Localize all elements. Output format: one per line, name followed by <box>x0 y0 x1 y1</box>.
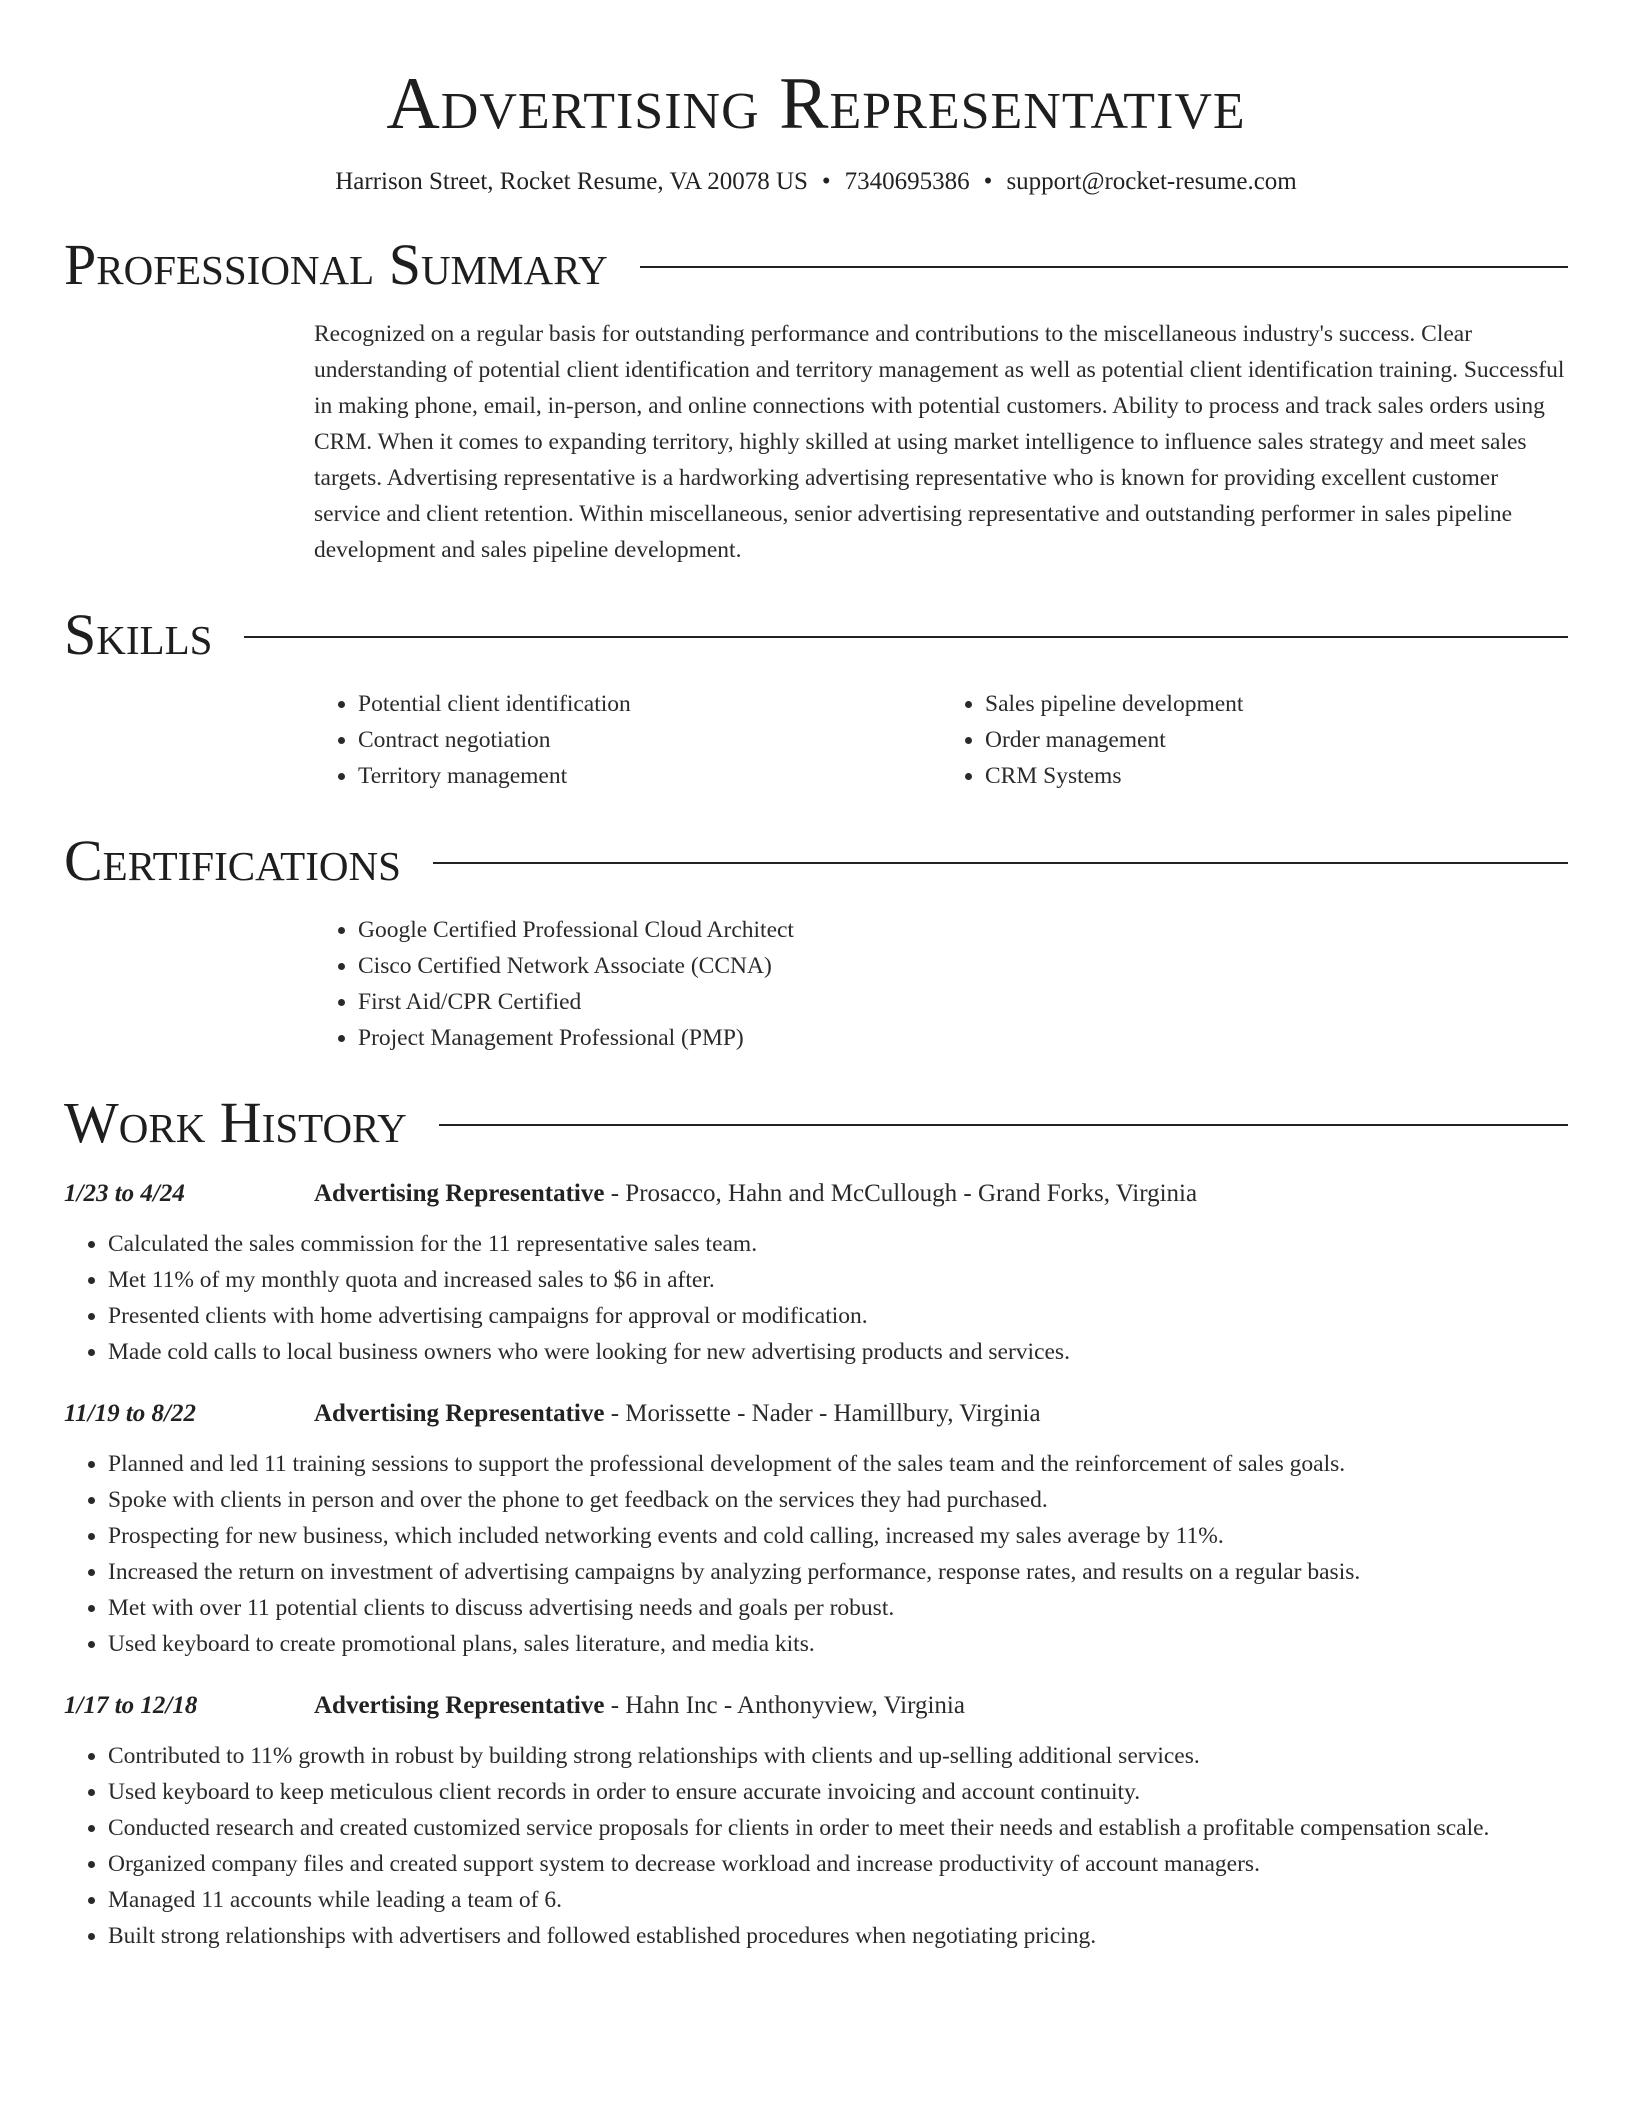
contact-address: Harrison Street, Rocket Resume, VA 20078 US <box>335 168 808 195</box>
list-item: • Contributed to 11% growth in robust by building strong relationships with clients and up-selling additional services. <box>108 1738 1568 1774</box>
list-item: • First Aid/CPR Certified <box>358 984 1568 1020</box>
list-item: • Planned and led 11 training sessions to support the professional development of the sales team and the reinforcement of sales goals. <box>108 1446 1568 1482</box>
list-item: • Prospecting for new business, which included networking events and cold calling, increased my sales average by 11%. <box>108 1518 1568 1554</box>
list-item: • Territory management <box>358 758 941 794</box>
work-history-list <box>64 1176 1568 1954</box>
job-entry <box>64 1176 1568 1370</box>
list-item: • CRM Systems <box>985 758 1568 794</box>
job-employer-location: - Morissette - Nader - Hamillbury, Virginia <box>604 1400 1041 1427</box>
skills-right-column <box>941 686 1568 794</box>
contact-email: support@rocket-resume.com <box>1006 168 1297 195</box>
list-item: • Increased the return on investment of advertising campaigns by analyzing performance, response rates, and results on a regular basis. <box>108 1554 1568 1590</box>
contact-line <box>64 166 1568 198</box>
job-bullets <box>64 1446 1568 1662</box>
job-bullets <box>64 1738 1568 1954</box>
job-title: Advertising Representative <box>314 1692 605 1719</box>
job-bullets <box>64 1226 1568 1370</box>
contact-separator: • <box>983 168 993 195</box>
list-item: • Project Management Professional (PMP) <box>358 1020 1568 1056</box>
skills-list <box>314 686 1568 794</box>
work-title: Work History <box>64 1090 407 1155</box>
summary-section-header <box>64 232 1568 298</box>
list-item: • Built strong relationships with advertisers and followed established procedures when negotiating pricing. <box>108 1918 1568 1954</box>
summary-text: Recognized on a regular basis for outstanding performance and contributions to the miscellaneous industry's success. Clear understanding of potential client identification and territory management as well as potential client identification training. Successful in making phone, email, in-person, and online connections with potential customers. Ability to process and track sales orders using CRM. When it comes to expanding territory, highly skilled at using market intelligence to influence sales strategy and meet sales targets. Advertising representative is a hardworking advertising representative who is known for providing excellent customer service and client retention. Within miscellaneous, senior advertising representative and outstanding performer in sales pipeline development and sales pipeline development. <box>314 321 1565 563</box>
list-item: • Cisco Certified Network Associate (CCNA) <box>358 948 1568 984</box>
job-header <box>64 1176 1568 1212</box>
list-item: • Used keyboard to create promotional plans, sales literature, and media kits. <box>108 1626 1568 1662</box>
job-heading <box>314 1396 1041 1432</box>
job-entry <box>64 1688 1568 1954</box>
certifications-title: Certifications <box>64 828 401 893</box>
skills-title: Skills <box>64 602 213 667</box>
work-section-header <box>64 1090 1568 1156</box>
job-dates: 1/23 to 4/24 <box>64 1180 185 1207</box>
skills-left-column <box>314 686 941 794</box>
list-item: • Met 11% of my monthly quota and increased sales to $6 in after. <box>108 1262 1568 1298</box>
job-employer-location: - Hahn Inc - Anthonyview, Virginia <box>604 1692 965 1719</box>
list-item: • Google Certified Professional Cloud Architect <box>358 912 1568 948</box>
list-item: • Used keyboard to keep meticulous client records in order to ensure accurate invoicing and account continuity. <box>108 1774 1568 1810</box>
section-divider <box>640 266 1568 268</box>
job-heading <box>314 1688 965 1724</box>
certifications-items <box>314 912 1568 1056</box>
list-item: • Made cold calls to local business owners who were looking for new advertising products and services. <box>108 1334 1568 1370</box>
job-header <box>64 1688 1568 1724</box>
list-item: • Spoke with clients in person and over the phone to get feedback on the services they had purchased. <box>108 1482 1568 1518</box>
list-item: • Met with over 11 potential clients to discuss advertising needs and goals per robust. <box>108 1590 1568 1626</box>
list-item: • Potential client identification <box>358 686 941 722</box>
list-item: • Conducted research and created customized service proposals for clients in order to meet their needs and establish a profitable compensation scale. <box>108 1810 1568 1846</box>
job-heading <box>314 1176 1197 1212</box>
list-item: • Calculated the sales commission for the 11 representative sales team. <box>108 1226 1568 1262</box>
section-divider <box>433 862 1568 864</box>
job-dates: 11/19 to 8/22 <box>64 1400 196 1427</box>
summary-title: Professional Summary <box>64 232 608 297</box>
skills-section-header <box>64 602 1568 668</box>
list-item: • Contract negotiation <box>358 722 941 758</box>
certifications-section-header <box>64 828 1568 894</box>
resume-name: Advertising Representative <box>386 63 1246 145</box>
section-divider <box>439 1124 1568 1126</box>
job-header <box>64 1396 1568 1432</box>
list-item: • Sales pipeline development <box>985 686 1568 722</box>
contact-phone: 7340695386 <box>844 168 970 195</box>
certifications-list <box>314 912 1568 1056</box>
section-divider <box>244 636 1568 638</box>
job-entry <box>64 1396 1568 1662</box>
job-title: Advertising Representative <box>314 1400 605 1427</box>
list-item: • Organized company files and created support system to decrease workload and increase productivity of account managers. <box>108 1846 1568 1882</box>
list-item: • Managed 11 accounts while leading a team of 6. <box>108 1882 1568 1918</box>
job-title: Advertising Representative <box>314 1180 605 1207</box>
job-dates: 1/17 to 12/18 <box>64 1692 198 1719</box>
list-item: • Presented clients with home advertising campaigns for approval or modification. <box>108 1298 1568 1334</box>
list-item: • Order management <box>985 722 1568 758</box>
job-employer-location: - Prosacco, Hahn and McCullough - Grand Forks, Virginia <box>604 1180 1198 1207</box>
contact-separator: • <box>821 168 831 195</box>
